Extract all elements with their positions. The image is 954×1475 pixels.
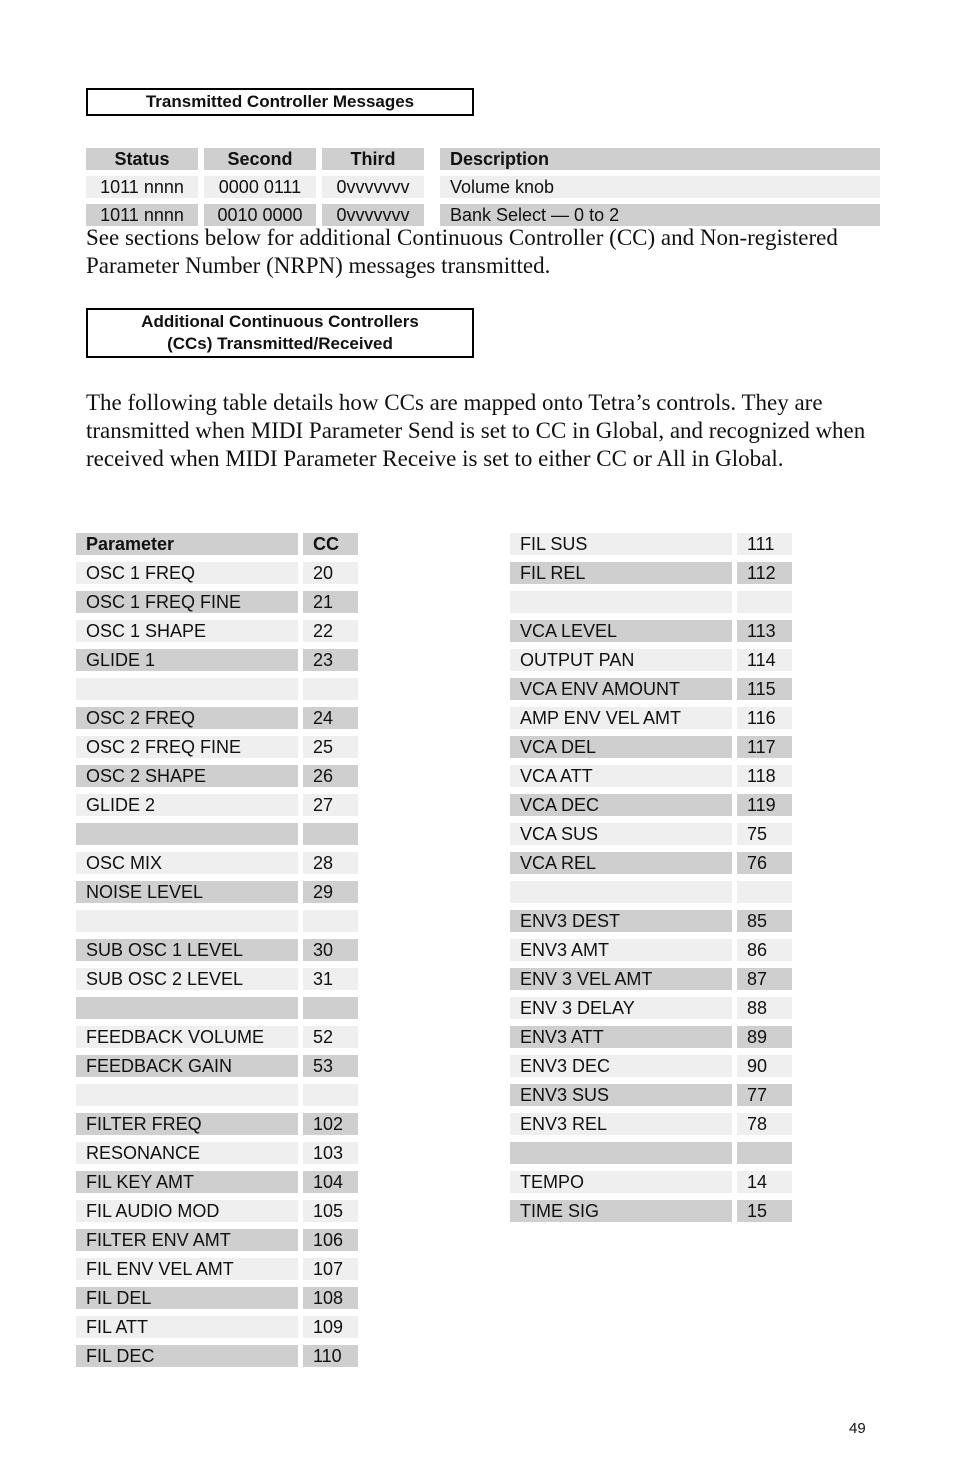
parameter-cell: SUB OSC 2 LEVEL: [76, 968, 298, 990]
table-row: [510, 1142, 792, 1171]
parameter-cell: [76, 823, 298, 845]
parameter-cell: Parameter: [76, 533, 298, 555]
cc-number-cell: 109: [303, 1316, 358, 1338]
heading-text-line2: (CCs) Transmitted/Received: [167, 334, 393, 353]
table-cell: 0010 0000: [204, 204, 316, 226]
cc-number-cell: 115: [737, 678, 792, 700]
table-row: [510, 765, 792, 794]
parameter-cell: [76, 997, 298, 1019]
parameter-cell: FIL DEL: [76, 1287, 298, 1309]
parameter-cell: TEMPO: [510, 1171, 732, 1193]
table-row: [510, 1113, 792, 1142]
column-header: Third: [322, 148, 424, 170]
cc-number-cell: 31: [303, 968, 358, 990]
section-heading-additional-ccs: [86, 308, 474, 358]
table-row: [510, 678, 792, 707]
cc-number-cell: [303, 823, 358, 845]
table-row: [510, 997, 792, 1026]
table-row: [510, 707, 792, 736]
parameter-cell: NOISE LEVEL: [76, 881, 298, 903]
table-row: [510, 1055, 792, 1084]
parameter-cell: VCA SUS: [510, 823, 732, 845]
parameter-cell: ENV3 REL: [510, 1113, 732, 1135]
cc-number-cell: 90: [737, 1055, 792, 1077]
table-row: [510, 620, 792, 649]
page-number: 49: [849, 1420, 866, 1437]
cc-number-cell: 113: [737, 620, 792, 642]
parameter-cell: GLIDE 1: [76, 649, 298, 671]
cc-number-cell: 106: [303, 1229, 358, 1251]
table-row: [510, 794, 792, 823]
table-row: [76, 1345, 358, 1374]
cc-number-cell: [303, 1084, 358, 1106]
cc-number-cell: 86: [737, 939, 792, 961]
cc-number-cell: [303, 910, 358, 932]
table-row: [76, 1258, 358, 1287]
table-cell: Bank Select — 0 to 2: [440, 204, 880, 226]
paragraph-nrpn-note: See sections below for additional Continuous Controller (CC) and Non-registered Parameter Number (NRPN) messages transmitted.: [86, 225, 838, 278]
parameter-cell: OSC 1 FREQ: [76, 562, 298, 584]
table-row: [510, 562, 792, 591]
parameter-cell: [510, 881, 732, 903]
parameter-cell: VCA ATT: [510, 765, 732, 787]
parameter-cell: FIL ATT: [76, 1316, 298, 1338]
cc-number-cell: 20: [303, 562, 358, 584]
cc-number-cell: 118: [737, 765, 792, 787]
column-header: Description: [440, 148, 880, 170]
table-row: [510, 1026, 792, 1055]
parameter-cell: VCA DEL: [510, 736, 732, 758]
parameter-cell: OSC 2 FREQ: [76, 707, 298, 729]
table-row: [76, 649, 358, 678]
table-row: [76, 881, 358, 910]
cc-number-cell: [303, 997, 358, 1019]
table-row: [510, 910, 792, 939]
table-row: [510, 881, 792, 910]
section-heading-transmitted: [86, 88, 474, 116]
cc-number-cell: [737, 1142, 792, 1164]
heading-text: Transmitted Controller Messages: [145, 92, 415, 111]
paragraph-cc-mapping: The following table details how CCs are mapped onto Tetra’s controls. They are transmitted when MIDI Parameter Send is set to CC in Global, and recognized when received when MIDI Parameter Receive is set to either CC or All in Global.: [86, 390, 866, 471]
parameter-cell: OUTPUT PAN: [510, 649, 732, 671]
cc-number-cell: 28: [303, 852, 358, 874]
table-cell: 1011 nnnn: [86, 204, 198, 226]
parameter-cell: ENV 3 DELAY: [510, 997, 732, 1019]
table-header-row: [76, 533, 358, 562]
parameter-cell: RESONANCE: [76, 1142, 298, 1164]
parameter-cell: FILTER ENV AMT: [76, 1229, 298, 1251]
table-row: [76, 678, 358, 707]
table-cell: 0vvvvvvv: [322, 176, 424, 198]
parameter-cell: FEEDBACK VOLUME: [76, 1026, 298, 1048]
parameter-cell: ENV3 ATT: [510, 1026, 732, 1048]
parameter-cell: [76, 1084, 298, 1106]
parameter-cell: VCA LEVEL: [510, 620, 732, 642]
cc-table-right: [510, 533, 792, 1229]
parameter-cell: VCA ENV AMOUNT: [510, 678, 732, 700]
parameter-cell: FIL SUS: [510, 533, 732, 555]
table-row: [510, 1171, 792, 1200]
column-header: Status: [86, 148, 198, 170]
table-row: [76, 852, 358, 881]
cc-number-cell: 14: [737, 1171, 792, 1193]
table-row: [76, 591, 358, 620]
parameter-cell: FILTER FREQ: [76, 1113, 298, 1135]
parameter-cell: ENV3 SUS: [510, 1084, 732, 1106]
cc-number-cell: 108: [303, 1287, 358, 1309]
cc-number-cell: 77: [737, 1084, 792, 1106]
cc-number-cell: 102: [303, 1113, 358, 1135]
parameter-cell: OSC MIX: [76, 852, 298, 874]
table-row: [510, 1084, 792, 1113]
table-row: [76, 1287, 358, 1316]
cc-number-cell: 23: [303, 649, 358, 671]
cc-number-cell: 78: [737, 1113, 792, 1135]
parameter-cell: [510, 591, 732, 613]
cc-table-left: [76, 533, 358, 1374]
parameter-cell: FIL ENV VEL AMT: [76, 1258, 298, 1280]
cc-number-cell: 26: [303, 765, 358, 787]
table-row: [86, 173, 880, 201]
cc-number-cell: 21: [303, 591, 358, 613]
table-row: [76, 1026, 358, 1055]
table-row: [76, 997, 358, 1026]
cc-number-cell: 88: [737, 997, 792, 1019]
table-row: [76, 1171, 358, 1200]
parameter-cell: [510, 1142, 732, 1164]
cc-number-cell: 116: [737, 707, 792, 729]
table-header-row: [86, 145, 880, 173]
cc-number-cell: 104: [303, 1171, 358, 1193]
cc-number-cell: 107: [303, 1258, 358, 1280]
cc-number-cell: [737, 591, 792, 613]
parameter-cell: OSC 1 SHAPE: [76, 620, 298, 642]
table-row: [510, 1200, 792, 1229]
cc-number-cell: 85: [737, 910, 792, 932]
cc-number-cell: 89: [737, 1026, 792, 1048]
cc-number-cell: 27: [303, 794, 358, 816]
cc-number-cell: 30: [303, 939, 358, 961]
cc-number-cell: 53: [303, 1055, 358, 1077]
table-row: [76, 968, 358, 997]
cc-number-cell: 75: [737, 823, 792, 845]
table-row: [76, 1113, 358, 1142]
table-row: [510, 736, 792, 765]
cc-number-cell: 22: [303, 620, 358, 642]
table-row: [510, 591, 792, 620]
cc-number-cell: 119: [737, 794, 792, 816]
table-row: [510, 939, 792, 968]
column-header: Second: [204, 148, 316, 170]
parameter-cell: ENV3 DEC: [510, 1055, 732, 1077]
cc-number-cell: 111: [737, 533, 792, 555]
table-row: [510, 852, 792, 881]
cc-number-cell: 76: [737, 852, 792, 874]
parameter-cell: OSC 1 FREQ FINE: [76, 591, 298, 613]
cc-number-cell: [303, 678, 358, 700]
parameter-cell: GLIDE 2: [76, 794, 298, 816]
parameter-cell: FIL REL: [510, 562, 732, 584]
cc-number-cell: 29: [303, 881, 358, 903]
table-row: [76, 1084, 358, 1113]
parameter-cell: [76, 910, 298, 932]
heading-text-line1: Additional Continuous Controllers: [141, 312, 419, 331]
table-row: [510, 823, 792, 852]
cc-number-cell: 87: [737, 968, 792, 990]
cc-number-cell: 112: [737, 562, 792, 584]
parameter-cell: ENV3 AMT: [510, 939, 732, 961]
parameter-cell: VCA DEC: [510, 794, 732, 816]
table-cell: 0000 0111: [204, 176, 316, 198]
parameter-cell: AMP ENV VEL AMT: [510, 707, 732, 729]
table-row: [76, 1055, 358, 1084]
table-row: [76, 823, 358, 852]
table-row: [510, 649, 792, 678]
status-table: [86, 145, 880, 229]
cc-number-cell: 25: [303, 736, 358, 758]
parameter-cell: TIME SIG: [510, 1200, 732, 1222]
cc-number-cell: CC: [303, 533, 358, 555]
parameter-cell: OSC 2 SHAPE: [76, 765, 298, 787]
table-row: [76, 939, 358, 968]
table-row: [510, 533, 792, 562]
table-row: [76, 736, 358, 765]
parameter-cell: VCA REL: [510, 852, 732, 874]
cc-number-cell: 52: [303, 1026, 358, 1048]
table-cell: 0vvvvvvv: [322, 204, 424, 226]
table-cell: Volume knob: [440, 176, 880, 198]
parameter-cell: ENV 3 VEL AMT: [510, 968, 732, 990]
table-row: [76, 1200, 358, 1229]
table-row: [510, 968, 792, 997]
table-row: [76, 562, 358, 591]
parameter-cell: [76, 678, 298, 700]
cc-number-cell: 105: [303, 1200, 358, 1222]
cc-number-cell: 15: [737, 1200, 792, 1222]
table-row: [76, 765, 358, 794]
cc-number-cell: 114: [737, 649, 792, 671]
parameter-cell: SUB OSC 1 LEVEL: [76, 939, 298, 961]
parameter-cell: FEEDBACK GAIN: [76, 1055, 298, 1077]
table-row: [76, 794, 358, 823]
parameter-cell: ENV3 DEST: [510, 910, 732, 932]
table-row: [76, 620, 358, 649]
table-row: [76, 1229, 358, 1258]
parameter-cell: OSC 2 FREQ FINE: [76, 736, 298, 758]
table-row: [76, 707, 358, 736]
parameter-cell: FIL KEY AMT: [76, 1171, 298, 1193]
table-row: [76, 910, 358, 939]
parameter-cell: FIL AUDIO MOD: [76, 1200, 298, 1222]
cc-number-cell: 103: [303, 1142, 358, 1164]
table-row: [76, 1142, 358, 1171]
parameter-cell: FIL DEC: [76, 1345, 298, 1367]
cc-number-cell: 24: [303, 707, 358, 729]
cc-number-cell: 117: [737, 736, 792, 758]
cc-number-cell: [737, 881, 792, 903]
table-row: [76, 1316, 358, 1345]
table-cell: 1011 nnnn: [86, 176, 198, 198]
cc-number-cell: 110: [303, 1345, 358, 1367]
